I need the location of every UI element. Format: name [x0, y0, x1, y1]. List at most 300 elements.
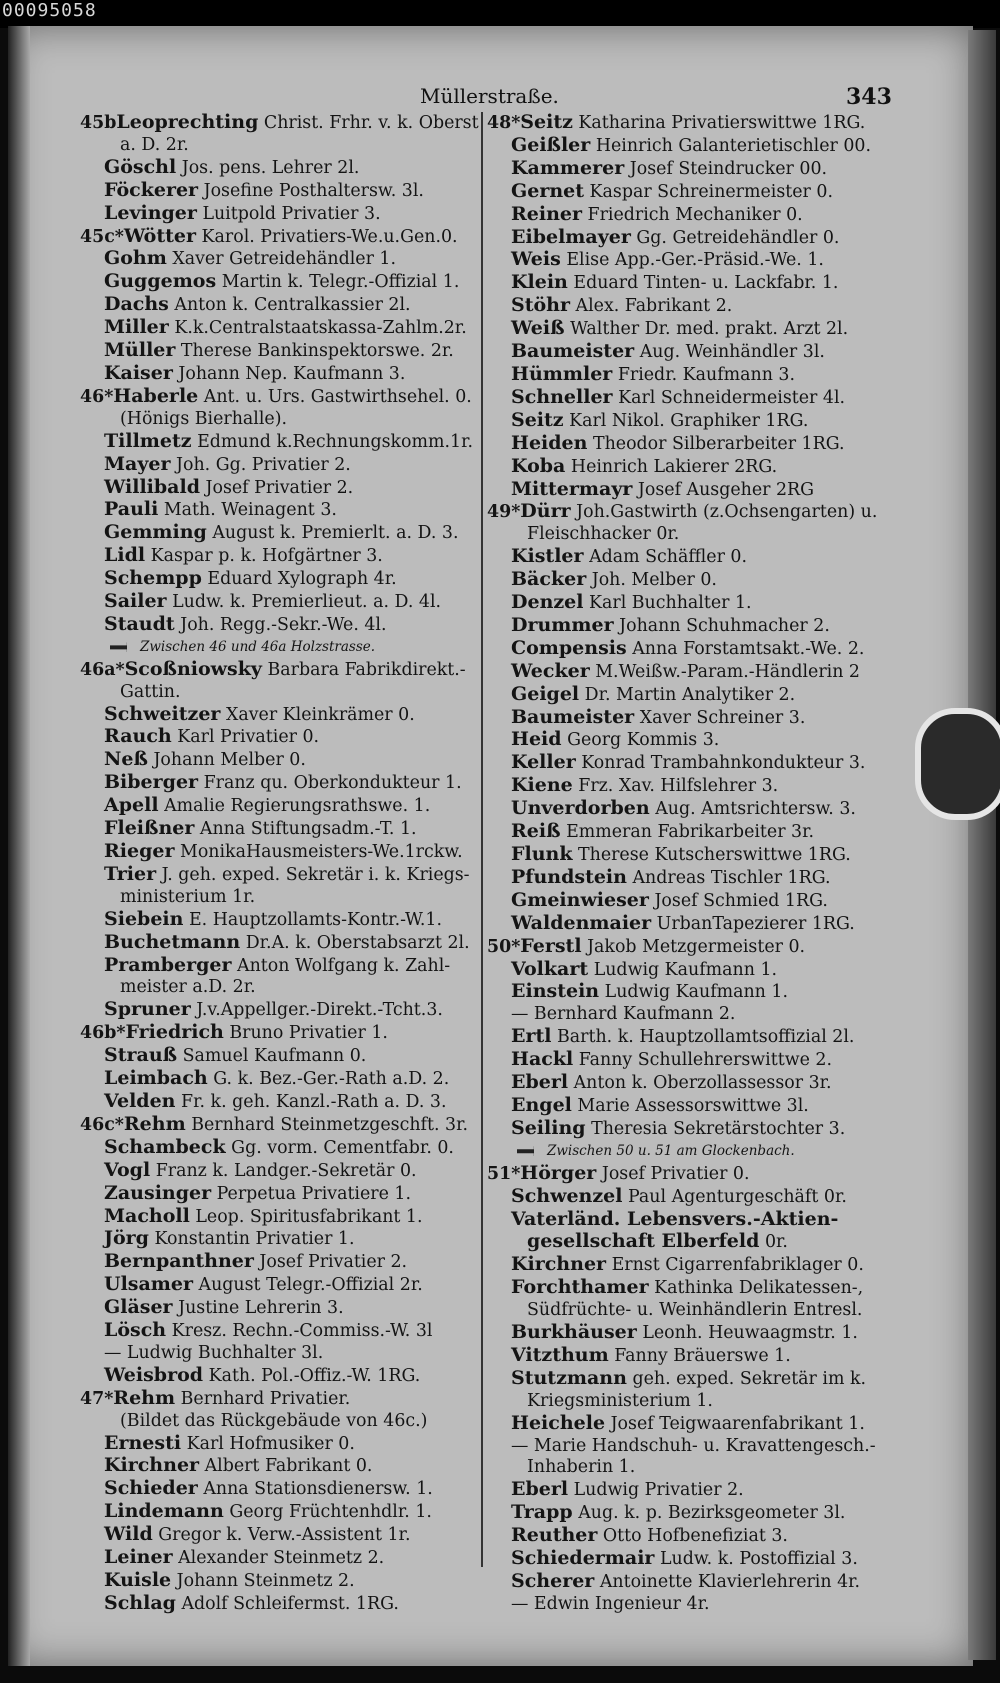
- page-gutter-shadow: [8, 26, 30, 1666]
- resident-name: Reuther: [511, 1524, 598, 1547]
- directory-entry: [80, 749, 480, 772]
- resident-name: Spruner: [104, 998, 191, 1021]
- resident-details: Emmeran Fabrikarbeiter 3r.: [566, 822, 815, 843]
- resident-name: Kiene: [511, 774, 573, 797]
- directory-entry: [80, 772, 480, 795]
- resident-details: Antoinette Klavierlehrerin 4r.: [599, 1572, 861, 1592]
- resident-name: Ulsamer: [104, 1273, 193, 1296]
- directory-entry: [487, 798, 897, 821]
- resident-details: Therese Kutscherswittwe 1RG.: [578, 845, 851, 865]
- resident-details: Josefine Posthaltersw. 3l.: [203, 180, 424, 201]
- resident-details: Gg. vorm. Cementfabr. 0.: [231, 1137, 454, 1158]
- resident-name: Biberger: [104, 771, 199, 794]
- resident-name: Keller: [511, 751, 576, 774]
- directory-entry: [80, 226, 480, 249]
- resident-name: Gmeinwieser: [511, 888, 649, 911]
- pointing-hand-icon: [517, 1146, 541, 1156]
- directory-entry: [80, 999, 480, 1022]
- directory-entry: [80, 248, 480, 271]
- resident-name: Engel: [511, 1093, 572, 1116]
- resident-details: Josef Privatier 0.: [601, 1163, 750, 1184]
- directory-entry: [487, 959, 897, 982]
- resident-details: Karl Buchhalter 1.: [589, 593, 752, 614]
- repeat-dash: —: [511, 1593, 534, 1614]
- house-number: 46c*: [80, 1114, 124, 1135]
- directory-entry: [80, 1251, 480, 1274]
- directory-entry: [487, 1571, 897, 1594]
- resident-name: Kammerer: [511, 156, 625, 179]
- directory-entry: [487, 272, 897, 295]
- resident-details: Perpetua Privatiere 1.: [216, 1183, 412, 1204]
- resident-details: Fleischhacker 0r.: [527, 524, 680, 545]
- resident-name: Ertl: [511, 1025, 552, 1048]
- directory-entry: [487, 615, 897, 638]
- directory-entry: [487, 844, 897, 867]
- directory-entry: [80, 818, 480, 841]
- resident-details: Elise App.-Ger.-Präsid.-We. 1.: [566, 250, 824, 271]
- resident-details: Theodor Silberarbeiter 1RG.: [592, 433, 845, 454]
- resident-name: Hackl: [511, 1048, 574, 1071]
- resident-name: Reiner: [511, 202, 583, 225]
- resident-name: Kaiser: [104, 361, 173, 384]
- directory-entry: [487, 867, 897, 890]
- directory-entry: [487, 913, 897, 936]
- resident-details: Kathinka Delikatessen-,: [654, 1278, 864, 1299]
- resident-name: Heiden: [511, 431, 588, 454]
- directory-entry: [80, 1388, 480, 1411]
- directory-entry: [80, 499, 480, 522]
- resident-name: Schambeck: [104, 1135, 226, 1158]
- resident-details: (Bildet das Rückgebäude von 46c.): [120, 1410, 428, 1431]
- directory-entry: [80, 1160, 480, 1183]
- resident-details: Joh. Gg. Privatier 2.: [176, 454, 351, 475]
- directory-entry: [487, 592, 897, 615]
- left-column: [80, 112, 480, 1616]
- resident-name: Koba: [511, 454, 566, 477]
- resident-details: Kriegsministerium 1.: [527, 1390, 713, 1411]
- resident-name: Strauß: [104, 1044, 178, 1067]
- resident-details: Kaspar p. k. Hofgärtner 3.: [150, 546, 383, 567]
- resident-name: Heichele: [511, 1411, 606, 1434]
- directory-entry: [487, 524, 897, 546]
- resident-name: Staudt: [104, 612, 175, 635]
- directory-entry: [80, 135, 480, 157]
- directory-entry: [487, 661, 897, 684]
- directory-entry: [487, 181, 897, 204]
- directory-entry: [80, 409, 480, 431]
- resident-name: Göschl: [104, 155, 177, 178]
- house-number: 46b*: [80, 1023, 126, 1044]
- resident-details: Xaver Schreiner 3.: [639, 707, 806, 728]
- directory-entry: [487, 1548, 897, 1571]
- resident-details: Anton k. Oberzollassessor 3r.: [573, 1073, 832, 1094]
- directory-entry: [80, 682, 480, 704]
- directory-entry: [80, 1137, 480, 1160]
- resident-details: a. D. 2r.: [120, 134, 189, 155]
- resident-details: K.k.Centralstaatskassa-Zahlm.2r.: [174, 318, 467, 339]
- resident-name: Jörg: [104, 1227, 149, 1250]
- resident-details: Jos. pens. Lehrer 2l.: [181, 157, 360, 178]
- directory-entry: [487, 1231, 897, 1254]
- directory-entry: [487, 341, 897, 364]
- directory-entry: [487, 936, 897, 959]
- resident-details: Josef Privatier 2.: [259, 1252, 408, 1273]
- resident-name: Trier: [104, 862, 157, 885]
- resident-details: Alex. Fabrikant 2.: [575, 296, 733, 317]
- directory-entry: [80, 795, 480, 818]
- resident-details: Bernhard Kaufmann 2.: [533, 1004, 736, 1025]
- resident-details: Heinrich Galanterietischler 00.: [595, 135, 871, 156]
- directory-entry: [80, 1570, 480, 1593]
- cross-street-note: [487, 1141, 897, 1163]
- note-text: Zwischen 46 und 46a Holzstrasse.: [140, 638, 376, 655]
- resident-name: Mayer: [104, 452, 171, 475]
- house-number: 50*: [487, 936, 521, 957]
- resident-name: Volkart: [511, 957, 589, 980]
- resident-name: Vitzthum: [511, 1343, 609, 1366]
- directory-entry: [487, 1368, 897, 1391]
- resident-details: J.v.Appellger.-Direkt.-Tcht.3.: [196, 1000, 443, 1021]
- resident-details: Ludw. k. Premierlieut. a. D. 4l.: [172, 592, 442, 613]
- directory-entry: [487, 249, 897, 272]
- resident-name: Seitz: [511, 408, 564, 431]
- resident-details: Math. Weinagent 3.: [163, 500, 337, 521]
- resident-details: Johann Nep. Kaufmann 3.: [178, 363, 406, 384]
- resident-details: Katharina Privatierswittwe 1RG.: [578, 113, 866, 133]
- directory-entry: [80, 431, 480, 454]
- resident-name: Föckerer: [104, 178, 199, 201]
- resident-name: Scoßniowsky: [124, 657, 262, 680]
- resident-name: Stutzmann: [511, 1366, 627, 1389]
- directory-entry: [487, 1026, 897, 1049]
- resident-details: Adam Schäffler 0.: [589, 547, 748, 568]
- directory-entry: [80, 1114, 480, 1137]
- directory-entry: [80, 1320, 480, 1343]
- resident-details: Therese Bankinspektorswe. 2r.: [180, 341, 454, 362]
- resident-details: Aug. Weinhändler 3l.: [639, 342, 825, 363]
- resident-name: Schwenzel: [511, 1184, 623, 1207]
- resident-details: Inhaberin 1.: [527, 1457, 636, 1478]
- directory-entry: [487, 204, 897, 227]
- directory-entry: [80, 1091, 480, 1114]
- resident-name: Geigel: [511, 682, 580, 705]
- resident-name: Rauch: [104, 725, 172, 748]
- directory-entry: [487, 684, 897, 707]
- house-number: 46a*: [80, 659, 125, 680]
- directory-entry: [80, 454, 480, 477]
- resident-details: Ant. u. Urs. Gastwirthsehel. 0.: [203, 386, 472, 407]
- directory-entry: [80, 841, 480, 864]
- repeat-dash: —: [511, 1004, 534, 1025]
- resident-name: Weiß: [511, 317, 565, 340]
- resident-name: Denzel: [511, 591, 584, 614]
- directory-entry: [487, 1413, 897, 1436]
- scan-top-band: [0, 0, 1000, 28]
- resident-details: Anton Wolfgang k. Zahl-: [237, 955, 451, 976]
- house-number: 46*: [80, 386, 114, 407]
- resident-name: Schempp: [104, 567, 202, 590]
- resident-name: Seitz: [520, 111, 573, 133]
- resident-name: Neß: [104, 748, 148, 771]
- resident-name: Lidl: [104, 544, 146, 567]
- resident-name: Stöhr: [511, 294, 570, 317]
- resident-details: Josef Ausgeher 2RG: [637, 479, 815, 500]
- house-number: 45b: [80, 113, 117, 133]
- resident-name: Leoprechting: [116, 111, 259, 133]
- resident-details: Karl Hofmusiker 0.: [186, 1433, 355, 1454]
- directory-entry: [487, 729, 897, 752]
- directory-entry: [80, 659, 480, 682]
- resident-details: August k. Premierlt. a. D. 3.: [212, 523, 459, 544]
- resident-details: Paul Agenturgeschäft 0r.: [628, 1186, 847, 1207]
- resident-name: Hörger: [520, 1161, 597, 1184]
- resident-name: Bernpanthner: [104, 1250, 254, 1273]
- resident-name: gesellschaft Elberfeld: [527, 1230, 760, 1253]
- resident-details: Johann Steinmetz 2.: [176, 1571, 355, 1591]
- resident-details: ministerium 1r.: [120, 886, 256, 907]
- resident-details: Franz qu. Oberkondukteur 1.: [203, 773, 462, 794]
- note-text: Zwischen 50 u. 51 am Glockenbach.: [547, 1142, 795, 1159]
- directory-entry: [80, 522, 480, 545]
- resident-name: Rieger: [104, 840, 175, 862]
- resident-name: Scherer: [511, 1570, 595, 1592]
- resident-details: Xaver Getreidehändler 1.: [172, 249, 397, 270]
- resident-name: Miller: [104, 316, 169, 339]
- directory-entry: [80, 887, 480, 909]
- directory-entry: [80, 1022, 480, 1045]
- resident-name: Lösch: [104, 1319, 167, 1342]
- resident-details: Anton k. Centralkassier 2l.: [174, 295, 411, 316]
- directory-entry: [487, 112, 897, 135]
- directory-entry: [80, 1045, 480, 1068]
- resident-details: Anna Stationsdienersw. 1.: [203, 1479, 433, 1500]
- resident-details: MonikaHausmeisters-We.1rckw.: [180, 842, 463, 862]
- column-divider: [481, 112, 483, 1567]
- directory-entry: [80, 1183, 480, 1206]
- directory-entry: [80, 157, 480, 180]
- resident-name: Weisbrod: [104, 1363, 204, 1386]
- resident-name: Kirchner: [511, 1253, 607, 1276]
- directory-entry: [80, 568, 480, 591]
- resident-details: Eduard Xylograph 4r.: [207, 569, 397, 590]
- resident-name: Levinger: [104, 201, 197, 224]
- resident-details: 0r.: [764, 1232, 788, 1253]
- resident-details: Kath. Pol.-Offiz.-W. 1RG.: [208, 1365, 421, 1386]
- house-number: 47*: [80, 1388, 114, 1409]
- directory-entry: [80, 1478, 480, 1501]
- resident-details: Ludwig Buchhalter 3l.: [126, 1342, 324, 1363]
- directory-entry: [487, 1095, 897, 1118]
- resident-name: Sailer: [104, 590, 167, 613]
- resident-details: Georg Früchtenhdlr. 1.: [229, 1502, 432, 1523]
- resident-details: Andreas Tischler 1RG.: [632, 867, 831, 888]
- directory-entry: [80, 864, 480, 887]
- page-edge: [968, 30, 996, 1660]
- directory-entry: [80, 909, 480, 932]
- resident-details: Xaver Kleinkrämer 0.: [225, 704, 415, 725]
- resident-details: Joh. Melber 0.: [591, 570, 717, 591]
- resident-name: Ferstl: [520, 934, 582, 957]
- directory-entry: [487, 1118, 897, 1141]
- directory-entry: [487, 1300, 897, 1322]
- directory-entry: [487, 158, 897, 181]
- resident-details: Christ. Frhr. v. k. Oberst: [263, 113, 479, 133]
- directory-entry: [487, 1391, 897, 1413]
- resident-details: Fr. k. geh. Kanzl.-Rath a. D. 3.: [181, 1091, 447, 1112]
- resident-name: Haberle: [113, 384, 199, 407]
- directory-entry: [80, 363, 480, 386]
- resident-details: Barbara Fabrikdirekt.-: [267, 659, 466, 680]
- directory-entry: [80, 1411, 480, 1433]
- resident-details: Aug. Amtsrichtersw. 3.: [655, 799, 856, 820]
- resident-name: Macholl: [104, 1204, 190, 1227]
- resident-name: Leiner: [104, 1546, 173, 1569]
- resident-details: Eduard Tinten- u. Lackfabr. 1.: [573, 273, 839, 294]
- resident-name: Weis: [511, 248, 561, 271]
- resident-name: Fleißner: [104, 817, 195, 840]
- resident-details: (Hönigs Bierhalle).: [120, 408, 288, 429]
- resident-name: Wötter: [123, 224, 197, 247]
- directory-entry: [80, 614, 480, 637]
- resident-details: Friedr. Kaufmann 3.: [617, 364, 796, 385]
- directory-entry: [80, 545, 480, 568]
- directory-entry: [80, 1274, 480, 1297]
- resident-name: Schieder: [104, 1477, 198, 1500]
- directory-entry: [80, 271, 480, 294]
- resident-name: Müller: [104, 339, 176, 362]
- pointing-hand-icon: [110, 642, 134, 652]
- repeat-dash: —: [511, 1435, 534, 1456]
- directory-entry: [487, 227, 897, 250]
- page-number: 343: [846, 84, 892, 110]
- resident-details: Josef Teigwaarenfabrikant 1.: [610, 1413, 865, 1434]
- directory-entry: [487, 638, 897, 661]
- repeat-dash: —: [104, 1342, 127, 1363]
- directory-entry: [487, 295, 897, 318]
- directory-entry: [487, 1049, 897, 1072]
- binder-clip-icon: [915, 708, 1000, 820]
- resident-name: Eberl: [511, 1478, 569, 1501]
- running-head-street: Müllerstraße.: [420, 84, 559, 108]
- resident-name: Willibald: [104, 475, 200, 498]
- resident-name: Apell: [104, 794, 159, 817]
- resident-name: Pauli: [104, 498, 159, 521]
- resident-name: Schiedermair: [511, 1547, 655, 1570]
- directory-entry: [80, 704, 480, 727]
- resident-details: Dr.A. k. Oberstabsarzt 2l.: [245, 932, 470, 953]
- directory-entry: [80, 1206, 480, 1229]
- resident-name: Drummer: [511, 613, 614, 636]
- resident-details: Barth. k. Hauptzollamtsoffizial 2l.: [557, 1027, 855, 1048]
- resident-details: Josef Privatier 2.: [205, 477, 354, 498]
- resident-name: Schweitzer: [104, 702, 221, 725]
- resident-details: Fanny Bräuerswe 1.: [614, 1345, 791, 1366]
- directory-entry: [80, 294, 480, 317]
- house-number: 49*: [487, 502, 521, 523]
- directory-entry: [487, 707, 897, 730]
- resident-details: Leonh. Heuwaagmstr. 1.: [642, 1323, 858, 1344]
- resident-details: Johann Melber 0.: [153, 750, 306, 771]
- directory-entry: [487, 1186, 897, 1209]
- resident-details: Ludwig Kaufmann 1.: [604, 982, 789, 1003]
- resident-details: Frz. Xav. Hilfslehrer 3.: [578, 776, 779, 797]
- directory-entry: [80, 1524, 480, 1547]
- resident-name: Reiß: [511, 820, 561, 843]
- resident-name: Ernesti: [104, 1431, 182, 1454]
- directory-entry: [80, 1433, 480, 1456]
- directory-entry: [487, 1163, 897, 1186]
- directory-entry: [487, 1525, 897, 1548]
- resident-details: UrbanTapezierer 1RG.: [656, 913, 855, 934]
- resident-details: E. Hauptzollamts-Kontr.-W.1.: [188, 909, 442, 930]
- resident-details: Gg. Getreidehändler 0.: [636, 227, 840, 248]
- resident-details: Konrad Trambahnkondukteur 3.: [581, 753, 866, 774]
- directory-entry: [80, 955, 480, 978]
- resident-details: Josef Steindrucker 00.: [629, 158, 828, 179]
- directory-entry: [80, 591, 480, 614]
- directory-entry: [487, 775, 897, 798]
- resident-name: Eberl: [511, 1071, 569, 1094]
- resident-details: Konstantin Privatier 1.: [154, 1229, 355, 1250]
- directory-entry: [487, 479, 897, 502]
- resident-name: Dürr: [520, 500, 571, 523]
- resident-name: Geißler: [511, 133, 591, 156]
- resident-details: Kaspar Schreinermeister 0.: [589, 181, 833, 202]
- resident-details: Edwin Ingenieur 4r.: [533, 1593, 710, 1614]
- directory-entry: [80, 477, 480, 500]
- directory-entry: [487, 1209, 897, 1232]
- resident-details: August Telegr.-Offizial 2r.: [198, 1275, 423, 1296]
- resident-details: Karol. Privatiers-We.u.Gen.0.: [201, 226, 458, 247]
- resident-name: Friedrich: [125, 1021, 224, 1044]
- resident-details: Adolf Schleifermst. 1RG.: [181, 1593, 399, 1614]
- resident-details: Marie Handschuh- u. Kravattengesch.-: [533, 1435, 876, 1456]
- resident-details: Südfrüchte- u. Weinhändlerin Entresl.: [527, 1300, 863, 1321]
- directory-entry: [80, 1343, 480, 1365]
- resident-name: Kirchner: [104, 1454, 200, 1477]
- resident-name: Leimbach: [104, 1067, 208, 1090]
- resident-name: Flunk: [511, 843, 573, 865]
- resident-name: Unverdorben: [511, 797, 650, 820]
- resident-details: Dr. Martin Analytiker 2.: [584, 684, 796, 705]
- resident-name: Lindemann: [104, 1500, 224, 1523]
- resident-details: Marie Assessorswittwe 3l.: [577, 1095, 809, 1116]
- directory-entry: [80, 340, 480, 363]
- directory-entry: [487, 387, 897, 410]
- resident-name: Klein: [511, 271, 568, 294]
- resident-details: Amalie Regierungsrathswe. 1.: [164, 796, 431, 817]
- resident-name: Kuisle: [104, 1569, 172, 1591]
- directory-entry: [80, 932, 480, 955]
- resident-details: Otto Hofbenefiziat 3.: [602, 1526, 788, 1547]
- resident-details: Walther Dr. med. prakt. Arzt 2l.: [570, 319, 849, 340]
- resident-name: Forchthamer: [511, 1276, 649, 1299]
- directory-entry: [80, 317, 480, 340]
- resident-name: Siebein: [104, 907, 184, 930]
- directory-entry: [80, 1547, 480, 1570]
- resident-details: Kresz. Rechn.-Commiss.-W. 3l: [171, 1321, 433, 1342]
- resident-details: Bernhard Privatier.: [180, 1388, 351, 1409]
- directory-entry: [80, 1593, 480, 1616]
- resident-details: Fanny Schullehrerswittwe 2.: [578, 1050, 832, 1071]
- resident-name: Baumeister: [511, 705, 635, 728]
- resident-details: Samuel Kaufmann 0.: [182, 1046, 367, 1067]
- directory-entry: [80, 1228, 480, 1251]
- directory-entry: [80, 726, 480, 749]
- directory-entry: [80, 1365, 480, 1388]
- resident-name: Pramberger: [104, 953, 232, 976]
- directory-entry: [487, 135, 897, 158]
